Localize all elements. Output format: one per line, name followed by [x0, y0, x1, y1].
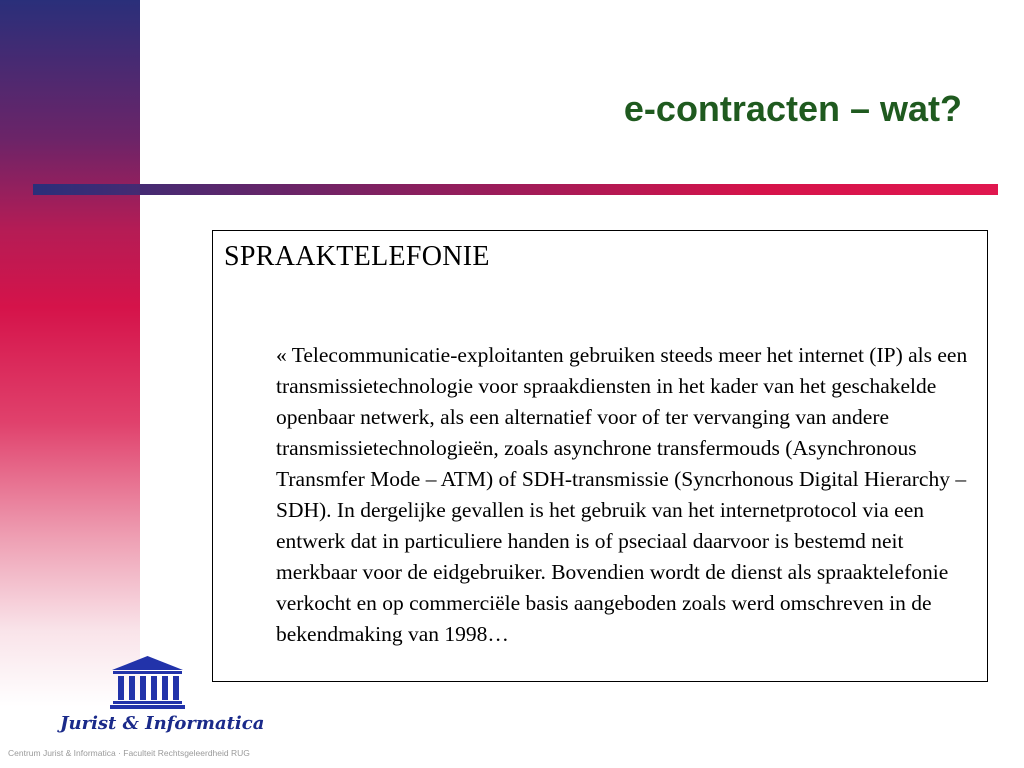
- content-box: [212, 230, 988, 682]
- building-columns-icon: [110, 655, 185, 710]
- title-divider: [33, 184, 998, 195]
- quote-text: « Telecommunicatie-exploitanten gebruiken steeds meer het internet (IP) als een transmissietechnologie voor spraakdiensten in het kader van het geschakelde openbaar netwerk, als een alternatief voor of ter vervanging van andere transmissietechnologieën, zoals asynchrone transfermouds (Asynchronous Transmfer Mode – ATM) of SDH-transmissie (Syncrhonous Digital Hierarchy – SDH). In dergelijke gevallen is het gebruik van het internetprotocol via een entwerk dat in particuliere handen is of pseciaal daarvoor is bestemd neit merkbaar voor de eidgebruiker. Bovendien wordt de dienst als spraaktelefonie verkocht en op commerciële basis aangeboden zoals werd omschreven in de bekendmaking van 1998…: [276, 343, 968, 646]
- jurist-informatica-logo: [60, 655, 265, 740]
- footer-text: Centrum Jurist & Informatica · Faculteit Rechtsgeleerdheid RUG: [8, 748, 250, 758]
- logo-text: Jurist & Informatica: [60, 713, 265, 734]
- section-heading: SPRAAKTELEFONIE: [224, 241, 490, 272]
- slide-title: e-contracten – wat?: [623, 88, 962, 129]
- side-gradient-bar: [0, 0, 140, 768]
